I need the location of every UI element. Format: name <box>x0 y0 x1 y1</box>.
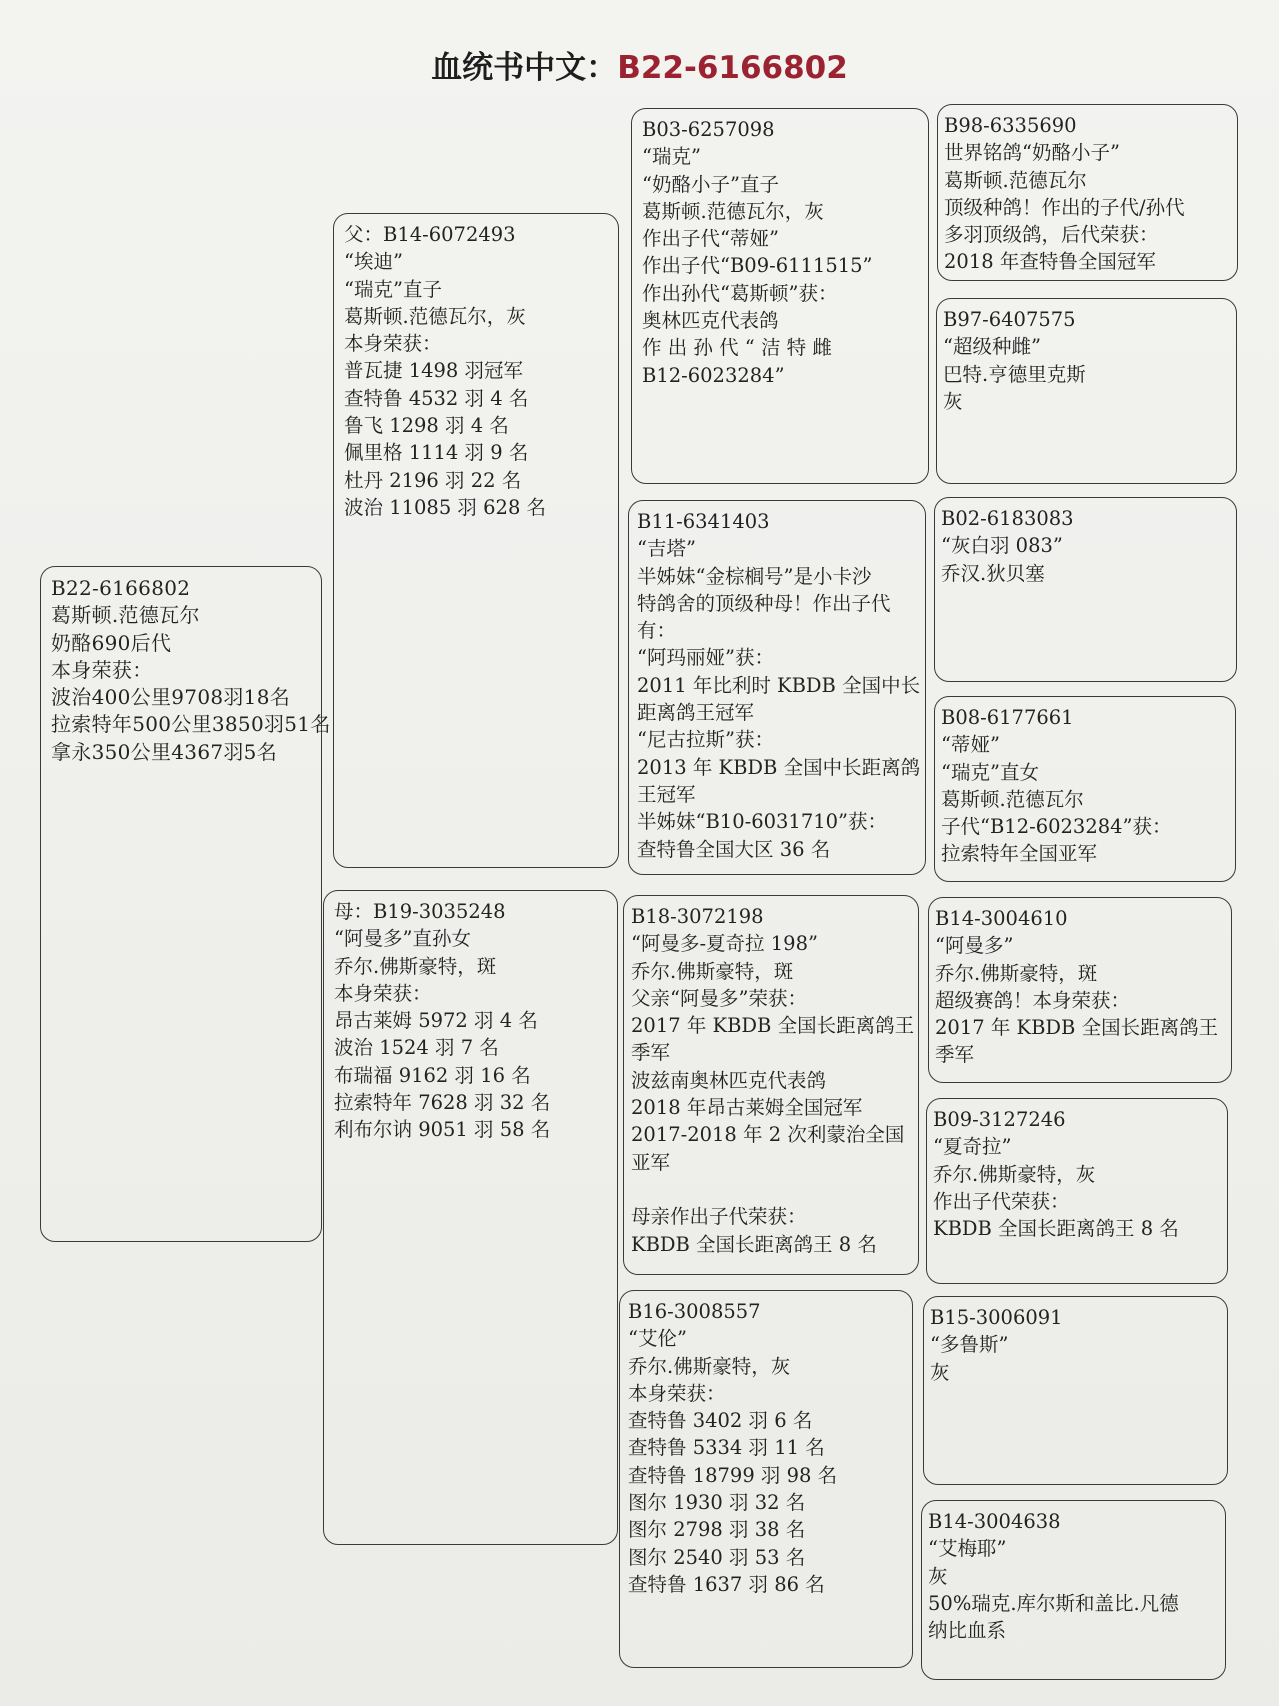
dam-sire-lines <box>631 903 915 1258</box>
pedigree-line: 利布尔讷 9051 羽 58 名 <box>334 1118 551 1142</box>
pedigree-line: 母亲作出子代荣获： <box>631 1205 807 1229</box>
dam-sire-box <box>623 895 919 1275</box>
pedigree-line: 葛斯顿.范德瓦尔，灰 <box>344 304 526 328</box>
pedigree-line: 葛斯顿.范德瓦尔 <box>51 603 200 628</box>
pedigree-line: 乔汉.狄贝塞 <box>941 561 1045 585</box>
pedigree-line: 超级赛鸽！本身荣获： <box>935 988 1131 1012</box>
pedigree-line: 作 出 孙 代 “ 洁 特 雌 <box>642 336 832 360</box>
pedigree-line: 2011 年比利时 KBDB 全国中长 <box>637 673 921 697</box>
pedigree-line: 葛斯顿.范德瓦尔，灰 <box>642 199 824 223</box>
pedigree-line: “超级种雌” <box>943 335 1041 359</box>
pedigree-line: 查特鲁全国大区 36 名 <box>637 837 831 861</box>
pedigree-line: 拉索特年全国亚军 <box>941 842 1098 866</box>
pedigree-line: “艾伦” <box>628 1327 687 1351</box>
pedigree-line: 图尔 1930 羽 32 名 <box>628 1491 806 1515</box>
pedigree-line: 葛斯顿.范德瓦尔 <box>944 168 1087 192</box>
great-grandparent-6-lines <box>933 1106 1221 1242</box>
pedigree-line: 图尔 2540 羽 53 名 <box>628 1545 806 1569</box>
sire-box <box>333 213 619 868</box>
pedigree-line: “埃迪” <box>344 250 403 274</box>
pedigree-line: “阿玛丽娅”获： <box>637 646 774 670</box>
pedigree-line: 父：B14-6072493 <box>344 223 516 246</box>
pedigree-line: 乔尔.佛斯豪特，灰 <box>933 1162 1096 1186</box>
great-grandparent-box-2 <box>936 298 1237 484</box>
pedigree-line: B16-3008557 <box>628 1300 761 1323</box>
pedigree-line: 查特鲁 3402 羽 6 名 <box>628 1409 813 1433</box>
pedigree-line: 本身荣获： <box>344 332 442 356</box>
page-title <box>0 42 1279 87</box>
pedigree-line: 作出子代“蒂娅” <box>642 227 779 251</box>
pedigree-line: 乔尔.佛斯豪特，斑 <box>334 954 497 978</box>
pedigree-line: 母：B19-3035248 <box>334 900 506 923</box>
pedigree-line: 查特鲁 18799 羽 98 名 <box>628 1463 838 1487</box>
pedigree-line: B03-6257098 <box>642 118 775 141</box>
great-grandparent-2-lines <box>943 306 1230 415</box>
pedigree-line: “夏奇拉” <box>933 1135 1012 1159</box>
sire-dam-lines <box>637 508 921 863</box>
pedigree-line: B14-3004610 <box>935 907 1068 930</box>
pedigree-line: 波兹南奥林匹克代表鸽 <box>631 1068 827 1092</box>
dam-dam-lines <box>628 1298 904 1598</box>
pedigree-line: 鲁飞 1298 羽 4 名 <box>344 414 509 438</box>
great-grandparent-7-lines <box>930 1304 1221 1386</box>
pedigree-line: 作出孙代“葛斯顿”获： <box>642 281 838 305</box>
pedigree-line: 昂古莱姆 5972 羽 4 名 <box>334 1009 538 1033</box>
pedigree-line: 波治400公里9708羽18名 <box>51 685 291 710</box>
pedigree-line: B98-6335690 <box>944 114 1077 137</box>
dam-dam-box <box>619 1290 913 1668</box>
pedigree-line: 亚军 <box>631 1150 671 1174</box>
title-label: 血统书中文： <box>431 50 618 86</box>
pedigree-line: 巴特.亨德里克斯 <box>943 362 1086 386</box>
pedigree-line: B18-3072198 <box>631 905 764 928</box>
pedigree-line: “瑞克”直女 <box>941 760 1039 784</box>
pedigree-line: 本身荣获： <box>51 657 153 682</box>
pedigree-line: 本身荣获： <box>628 1381 726 1405</box>
pedigree-line: 世界铭鸽“奶酪小子” <box>944 141 1120 165</box>
pedigree-line: 布瑞福 9162 羽 16 名 <box>334 1063 531 1087</box>
great-grandparent-box-8 <box>921 1500 1226 1680</box>
pedigree-line: 波治 1524 羽 7 名 <box>334 1036 499 1060</box>
pedigree-line: “阿曼多-夏奇拉 198” <box>631 932 818 956</box>
pedigree-line: 乔尔.佛斯豪特，斑 <box>935 961 1098 985</box>
pedigree-line: B97-6407575 <box>943 308 1076 331</box>
pedigree-line: B15-3006091 <box>930 1306 1063 1329</box>
pedigree-line: “阿曼多” <box>935 934 1014 958</box>
pedigree-line: 2017 年 KBDB 全国长距离鸽王 <box>935 1016 1219 1040</box>
great-grandparent-8-lines <box>928 1508 1219 1644</box>
pedigree-line: B14-3004638 <box>928 1510 1061 1533</box>
pedigree-line: 子代“B12-6023284”获： <box>941 815 1172 839</box>
dam-lines <box>334 898 607 1144</box>
great-grandparent-box-5 <box>928 897 1232 1083</box>
great-grandparent-5-lines <box>935 905 1225 1069</box>
pedigree-line: B12-6023284” <box>642 363 785 387</box>
great-grandparent-box-7 <box>923 1296 1228 1485</box>
pedigree-line: 灰 <box>930 1360 950 1384</box>
pedigree-line: 半姊妹“B10-6031710”获： <box>637 810 888 834</box>
pedigree-line: 50%瑞克.库尔斯和盖比.凡德 <box>928 1591 1179 1615</box>
pedigree-line: 佩里格 1114 羽 9 名 <box>344 441 529 465</box>
pedigree-line: 作出子代荣获： <box>933 1189 1070 1213</box>
pedigree-line: 奥林匹克代表鸽 <box>642 309 779 333</box>
pedigree-line: B11-6341403 <box>637 510 770 533</box>
dam-box <box>323 890 618 1545</box>
sire-sire-box <box>631 108 929 484</box>
pedigree-line: 普瓦捷 1498 羽冠军 <box>344 359 524 383</box>
pedigree-line: 拿永350公里4367羽5名 <box>51 739 277 764</box>
pedigree-line: 波治 11085 羽 628 名 <box>344 495 547 519</box>
pedigree-line: 灰 <box>943 389 963 413</box>
pedigree-line: “阿曼多”直孙女 <box>334 927 471 951</box>
pedigree-line: 图尔 2798 羽 38 名 <box>628 1518 806 1542</box>
pedigree-line: “灰白羽 083” <box>941 534 1063 558</box>
pedigree-line: 2017-2018 年 2 次利蒙治全国 <box>631 1123 905 1147</box>
pedigree-line: 葛斯顿.范德瓦尔 <box>941 787 1084 811</box>
pedigree-line: 顶级种鸽！作出的子代/孙代 <box>944 195 1185 219</box>
pedigree-line: 季军 <box>631 1041 671 1065</box>
pedigree-line: 查特鲁 5334 羽 11 名 <box>628 1436 825 1460</box>
pedigree-line: “多鲁斯” <box>930 1333 1009 1357</box>
sire-dam-box <box>628 500 926 875</box>
pedigree-line: “艾梅耶” <box>928 1537 1007 1561</box>
pedigree-line: KBDB 全国长距离鸽王 8 名 <box>631 1232 877 1256</box>
pedigree-line: “蒂娅” <box>941 733 1000 757</box>
pedigree-line: 查特鲁 1637 羽 86 名 <box>628 1572 825 1596</box>
pedigree-line: 杜丹 2196 羽 22 名 <box>344 468 522 492</box>
pedigree-line: B08-6177661 <box>941 706 1074 729</box>
pedigree-line: 灰 <box>928 1564 948 1588</box>
pedigree-line: 查特鲁 4532 羽 4 名 <box>344 386 529 410</box>
pedigree-line: 作出子代“B09-6111515” <box>642 254 873 278</box>
great-grandparent-box-3 <box>934 497 1237 682</box>
sire-lines <box>344 221 608 521</box>
pedigree-line: 乔尔.佛斯豪特，灰 <box>628 1354 791 1378</box>
great-grandparent-4-lines <box>941 704 1229 868</box>
pedigree-line: 乔尔.佛斯豪特，斑 <box>631 959 794 983</box>
subject-bird-box <box>40 566 331 1242</box>
great-grandparent-box-6 <box>926 1098 1228 1284</box>
pedigree-line: “奶酪小子”直子 <box>642 172 779 196</box>
pedigree-line: 奶酪690后代 <box>51 630 172 655</box>
pedigree-line: 季军 <box>935 1043 975 1067</box>
pedigree-line: “瑞克”直子 <box>344 277 442 301</box>
pedigree-line: 拉索特年500公里3850羽51名 <box>51 712 331 737</box>
pedigree-line: “吉塔” <box>637 537 696 561</box>
pedigree-line: KBDB 全国长距离鸽王 8 名 <box>933 1217 1179 1241</box>
pedigree-line: 距离鸽王冠军 <box>637 701 755 725</box>
pedigree-line: B09-3127246 <box>933 1108 1066 1131</box>
pedigree-line: B02-6183083 <box>941 507 1074 530</box>
pedigree-line: “瑞克” <box>642 145 701 169</box>
pedigree-line: 本身荣获： <box>334 981 432 1005</box>
pedigree-line: 有： <box>637 619 677 643</box>
great-grandparent-1-lines <box>944 112 1231 276</box>
pedigree-line: 2018 年查特鲁全国冠军 <box>944 250 1156 274</box>
pedigree-line: 拉索特年 7628 羽 32 名 <box>334 1091 551 1115</box>
pedigree-line <box>631 1176 911 1203</box>
title-ring-number: B22-6166802 <box>617 50 848 86</box>
pedigree-line: 多羽顶级鸽，后代荣获： <box>944 223 1159 247</box>
pedigree-line: 父亲“阿曼多”荣获： <box>631 986 807 1010</box>
pedigree-line: 王冠军 <box>637 782 696 806</box>
great-grandparent-box-1 <box>937 104 1238 281</box>
sire-sire-lines <box>642 116 918 389</box>
great-grandparent-box-4 <box>934 696 1236 882</box>
subject-bird-lines <box>51 575 331 766</box>
pedigree-line: “尼古拉斯”获： <box>637 728 774 752</box>
pedigree-line: 半姊妹“金棕榈号”是小卡沙 <box>637 564 872 588</box>
pedigree-line: 特鸽舍的顶级种母！作出子代 <box>637 591 891 615</box>
great-grandparent-3-lines <box>941 505 1230 587</box>
pedigree-line: 纳比血系 <box>928 1619 1007 1643</box>
pedigree-line: B22-6166802 <box>51 576 191 600</box>
pedigree-line: 2018 年昂古莱姆全国冠军 <box>631 1096 863 1120</box>
pedigree-line: 2017 年 KBDB 全国长距离鸽王 <box>631 1014 915 1038</box>
pedigree-line: 2013 年 KBDB 全国中长距离鸽 <box>637 755 921 779</box>
